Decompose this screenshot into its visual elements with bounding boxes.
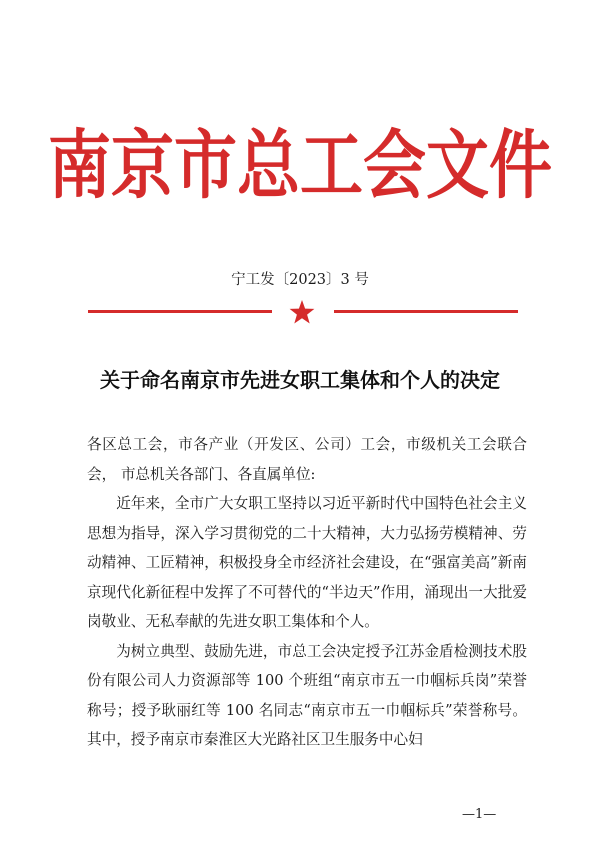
star-icon [289, 300, 315, 324]
divider-line-right [334, 310, 518, 313]
page-number: —1— [462, 807, 497, 822]
document-title: 关于命名南京市先进女职工集体和个人的决定 [100, 368, 500, 392]
masthead-title: 南京市总工会文件 [48, 121, 552, 209]
red-divider [88, 302, 518, 322]
document-body [87, 430, 527, 755]
divider-line-left [88, 310, 272, 313]
paragraph: 为树立典型、鼓励先进，市总工会决定授予江苏金盾检测技术股份有限公司人力资源部等 100 个班组“南京市五一巾帼标兵岗”荣誉称号；授予耿丽红等 100 名同志“南京市五一巾帼标兵”荣誉称号。其中，授予南京市秦淮区大光路社区卫生服务中心妇 [87, 642, 527, 748]
document-number: 宁工发〔2023〕3 号 [231, 272, 369, 288]
addressee: 各区总工会，市各产业（开发区、公司）工会，市级机关工会联合会， 市总机关各部门、各直属单位: [87, 436, 527, 483]
paragraph: 近年来，全市广大女职工坚持以习近平新时代中国特色社会主义思想为指导，深入学习贯彻党的二十大精神，大力弘扬劳模精神、劳动精神、工匠精神，积极投身全市经济社会建设，在“强富美高”新南京现代化新征程中发挥了不可替代的“半边天”作用，涌现出一大批爱岗敬业、无私奉献的先进女职工集体和个人。 [87, 495, 527, 630]
